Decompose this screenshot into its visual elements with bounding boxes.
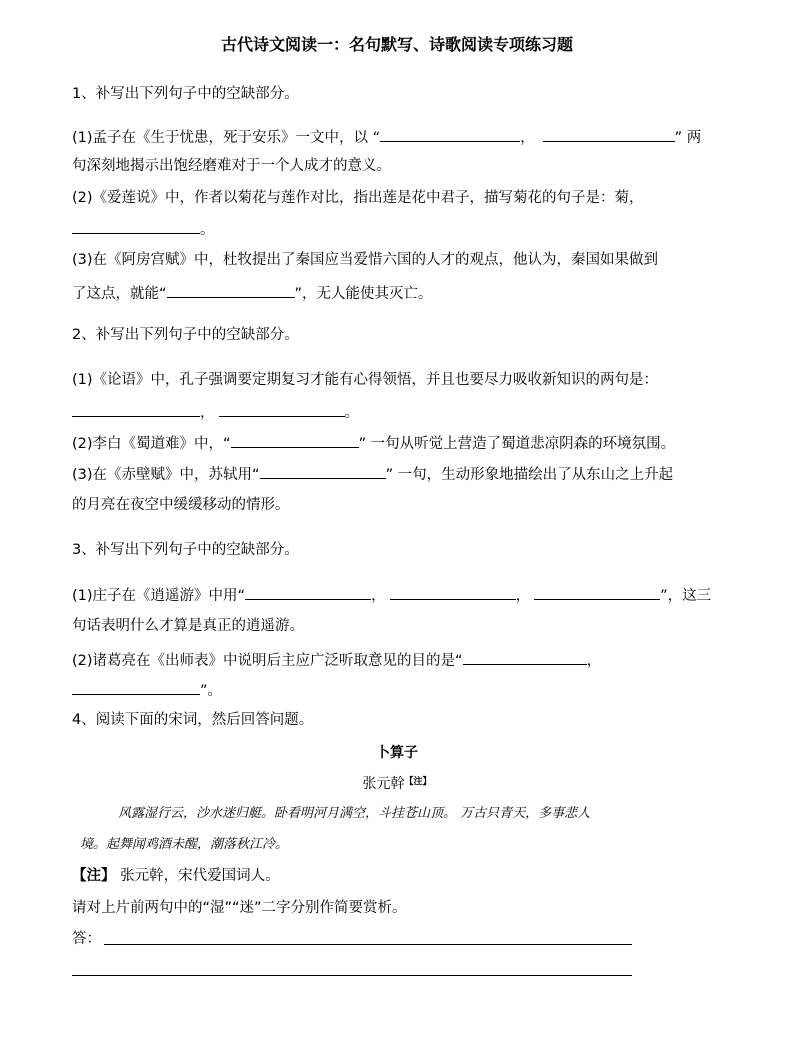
answer-blank[interactable] — [72, 401, 200, 417]
q2-item1-text-b: ， — [200, 405, 215, 421]
poem-title: 卜算子 — [376, 745, 418, 761]
answer-blank[interactable] — [380, 126, 520, 142]
q1-item2-line2 — [72, 218, 215, 240]
q2-item1-text-c: 。 — [344, 405, 359, 421]
answer-blank[interactable] — [543, 126, 675, 142]
q1-item1-line2: 句深刻地揭示出饱经磨难对于一个人成才的意义。 — [72, 158, 391, 174]
answer-line-1[interactable] — [104, 944, 632, 945]
answer-blank[interactable] — [245, 584, 371, 600]
q2-item2-text-a: (2)李白《蜀道难》中，“ — [72, 436, 231, 452]
q1-item2-text-b: 。 — [200, 222, 215, 238]
q3-item2-text-a: (2)诸葛亮在《出师表》中说明后主应广泛听取意见的目的是“ — [72, 653, 463, 669]
q1-item3-line1: (3)在《阿房宫赋》中，杜牧提出了秦国应当爱惜六国的人才的观点，他认为，秦国如果做到 — [72, 252, 659, 268]
q2-item3-text-b: ” 一句，生动形象地描绘出了从东山之上升起 — [385, 467, 674, 483]
answer-blank[interactable] — [167, 282, 295, 298]
q2-item2-text-b: ” 一句从听觉上营造了蜀道悲凉阴森的环境氛围。 — [358, 436, 676, 452]
note-text: 张元幹，宋代爱国词人。 — [115, 868, 280, 884]
q1-heading: 1、补写出下列句子中的空缺部分。 — [72, 86, 299, 102]
q2-item3-line1 — [72, 463, 673, 485]
q2-item1-line2 — [72, 401, 359, 423]
q1-item1-text-c: ” 两 — [674, 130, 702, 146]
answer-blank[interactable] — [231, 432, 359, 448]
answer-blank[interactable] — [72, 679, 200, 695]
poem-line-1: 风露湿行云，沙水迷归艇。卧看明河月满空，斗挂苍山顶。 万古只青天，多事悲人 — [118, 806, 591, 821]
answer-blank[interactable] — [390, 584, 516, 600]
q3-item2-text-c: ”。 — [200, 683, 223, 699]
q2-item1-line1: (1)《论语》中，孔子强调要定期复习才能有心得领悟，并且也要尽力吸收新知识的两句是： — [72, 372, 659, 388]
answer-label: 答： — [72, 931, 101, 947]
q1-item3-line2 — [72, 282, 433, 304]
answer-blank[interactable] — [260, 463, 386, 479]
q3-item1-text-a: (1)庄子在《逍遥游》中用“ — [72, 588, 246, 604]
q3-item1-text-b: ， — [371, 588, 386, 604]
answer-line-2[interactable] — [72, 975, 632, 976]
note-superscript: 【注】 — [404, 777, 432, 787]
q4-heading: 4、阅读下面的宋词，然后回答问题。 — [72, 712, 314, 728]
q1-item3-text-c: ”，无人能使其灭亡。 — [294, 286, 433, 302]
poem-note — [72, 866, 280, 886]
poem-line-2: 境。起舞闻鸡酒未醒，潮落秋江冷。 — [80, 837, 289, 852]
q3-item1-text-d: ”，这三 — [660, 588, 712, 604]
q3-item1-line2: 句话表明什么才算是真正的逍遥游。 — [72, 618, 304, 634]
q4-question: 请对上片前两句中的“湿”“迷”二字分别作简要赏析。 — [72, 900, 407, 916]
q1-item3-text-b: 了这点，就能“ — [72, 286, 167, 302]
q3-item2-line1 — [72, 649, 601, 671]
answer-blank[interactable] — [219, 401, 345, 417]
page-title: 古代诗文阅读一：名句默写、诗歌阅读专项练习题 — [220, 35, 573, 54]
answer-blank[interactable] — [463, 649, 587, 665]
q2-item3-text-a: (3)在《赤壁赋》中，苏轼用“ — [72, 467, 260, 483]
q1-item1-text-b: ， — [520, 130, 535, 146]
q3-item1-line1 — [72, 584, 711, 606]
q3-item2-text-b: ， — [586, 653, 602, 669]
q1-item2-line1: (2)《爱莲说》中，作者以菊花与莲作对比，指出莲是花中君子，描写菊花的句子是：菊， — [72, 190, 644, 206]
q2-item3-line2: 的月亮在夜空中缓缓移动的情形。 — [72, 497, 290, 513]
poem-author — [0, 773, 794, 793]
answer-blank[interactable] — [534, 584, 660, 600]
q1-item1-line1 — [72, 126, 701, 148]
q2-heading: 2、补写出下列句子中的空缺部分。 — [72, 327, 299, 343]
q1-item1-text-a: (1)孟子在《生于忧患，死于安乐》一文中，以 “ — [72, 130, 381, 146]
q3-item1-text-c: ， — [515, 588, 531, 604]
note-label: 【注】 — [72, 868, 116, 884]
q2-item2-line — [72, 432, 675, 454]
q3-item2-line2 — [72, 679, 222, 701]
q3-heading: 3、补写出下列句子中的空缺部分。 — [72, 542, 299, 558]
answer-blank[interactable] — [72, 218, 200, 234]
poem-author-name: 张元幹 — [362, 776, 405, 792]
